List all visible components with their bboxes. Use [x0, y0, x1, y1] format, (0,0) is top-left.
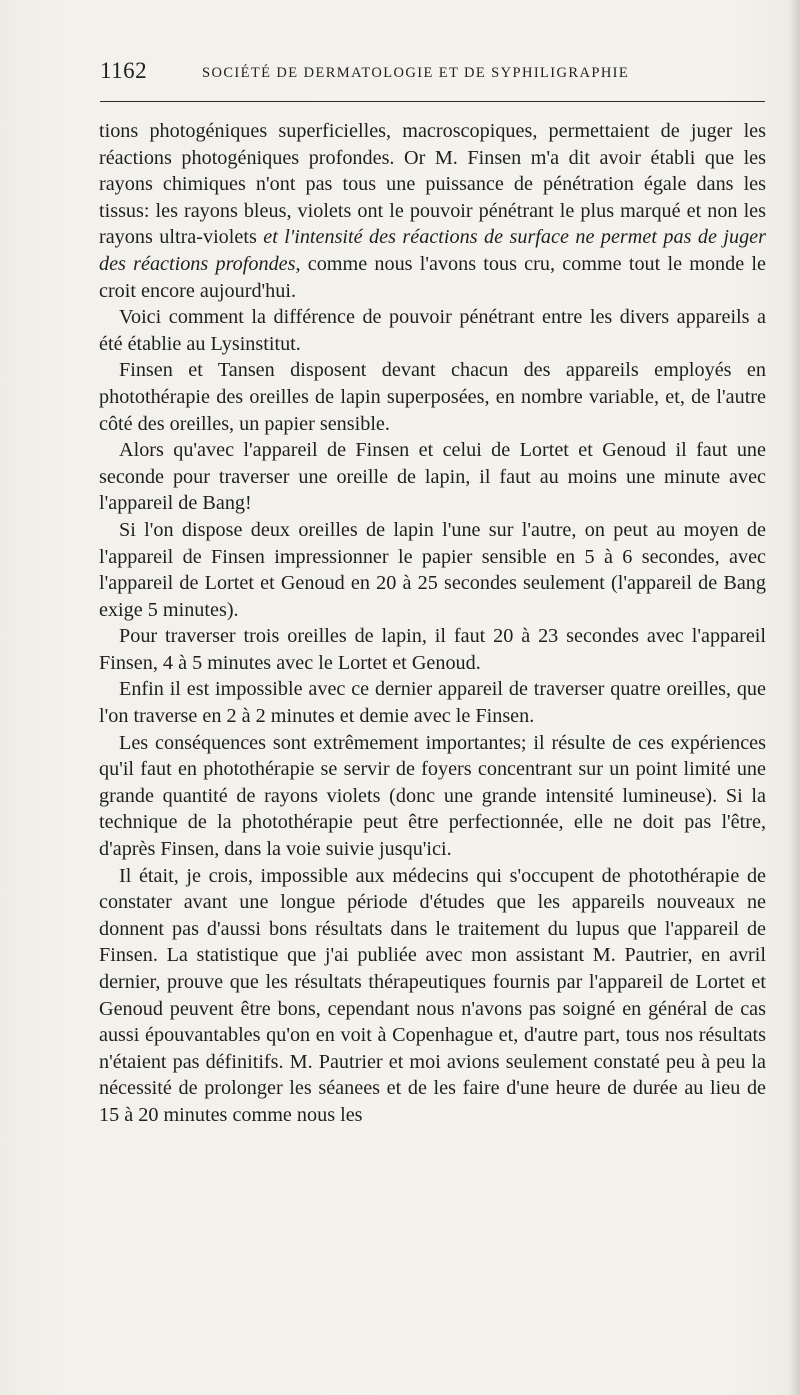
- page-number: 1162: [100, 58, 148, 83]
- paragraph-1-text-end: , comme nous l'avons tous cru, comme tout le monde le croit encore aujourd'hui.: [99, 252, 766, 302]
- page-header: [100, 58, 765, 94]
- paragraph-2: Voici comment la différence de pouvoir pénétrant entre les divers appareils a été établie au Lysinstitut.: [99, 306, 766, 355]
- paragraph-6: Pour traverser trois oreilles de lapin, il faut 20 à 23 secondes avec l'appareil Finsen, 4 à 5 minutes avec le Lortet et Genoud.: [99, 625, 766, 674]
- paragraph-4: Alors qu'avec l'appareil de Finsen et celui de Lortet et Genoud il faut une seconde pour traverser une oreille de lapin, il faut au moins une minute avec l'appareil de Bang!: [99, 439, 766, 515]
- paragraph-1-italic-text: et l'intensité des réactions de surface ne permet pas de juger des réactions profondes: [99, 226, 766, 275]
- paragraph-9: Il était, je crois, impossible aux médecins qui s'occupent de photothérapie de constater avant une longue période d'études que les appareils nouveaux ne donnent pas d'aussi bons résultats dans le traitement du lupus que l'appareil de Finsen. La statistique que j'ai publiée avec mon assistant M. Pautrier, en avril dernier, prouve que les résultats thérapeutiques fournis par l'appareil de Lortet et Genoud peuvent être bons, cependant nous n'avons pas soigné en général de cas aussi épouvantables qu'on en voit à Copenhague et, d'autre part, tous nos résultats n'étaient pas définitifs. M. Pautrier et moi avions seulement constaté peu à peu la nécessité de prolonger les séanees et de les faire d'une heure de durée au lieu de 15 à 20 minutes comme nous les: [99, 864, 766, 1126]
- running-title: SOCIÉTÉ DE DERMATOLOGIE ET DE SYPHILIGRAPHIE: [202, 65, 630, 81]
- paragraph-8: Les conséquences sont extrêmement importantes; il résulte de ces expériences qu'il faut en photothérapie se servir de foyers concentrant sur un point limité une grande quantité de rayons violets (donc une grande intensité lumineuse). Si la technique de la photothérapie peut être perfectionnée, elle ne doit pas l'être, d'après Finsen, dans la voie suivie jusqu'ici.: [99, 731, 766, 861]
- paragraph-1: [99, 118, 766, 304]
- header-rule: [100, 101, 765, 102]
- paragraph-3: Finsen et Tansen disposent devant chacun des appareils employés en photothérapie des oreilles de lapin superposées, en nombre variable, et, de l'autre côté des oreilles, un papier sensible.: [99, 359, 766, 435]
- page-edge-shadow: [788, 0, 800, 1395]
- body-text: [99, 118, 766, 1129]
- paragraph-7: Enfin il est impossible avec ce dernier appareil de traverser quatre oreilles, que l'on traverse en 2 à 2 minutes et demie avec le Finsen.: [99, 678, 766, 728]
- paragraph-5: Si l'on dispose deux oreilles de lapin l'une sur l'autre, on peut au moyen de l'appareil de Finsen impressionner le papier sensible en 5 à 6 secondes, avec l'appareil de Lortet et Genoud en 20 à 25 secondes seulement (l'appareil de Bang exige 5 minutes).: [99, 518, 766, 621]
- paragraph-1-text-start: tions photogéniques superficielles, macroscopiques, permettaient de juger les réactions photogéniques profondes. Or M. Finsen m'a dit avoir établi que les rayons chimiques n'ont pas tous une puissance de pénétration égale dans les tissus: les rayons bleus, violets ont le pouvoir pénétrant le plus marqué et non les rayons ultra-violets: [99, 120, 766, 249]
